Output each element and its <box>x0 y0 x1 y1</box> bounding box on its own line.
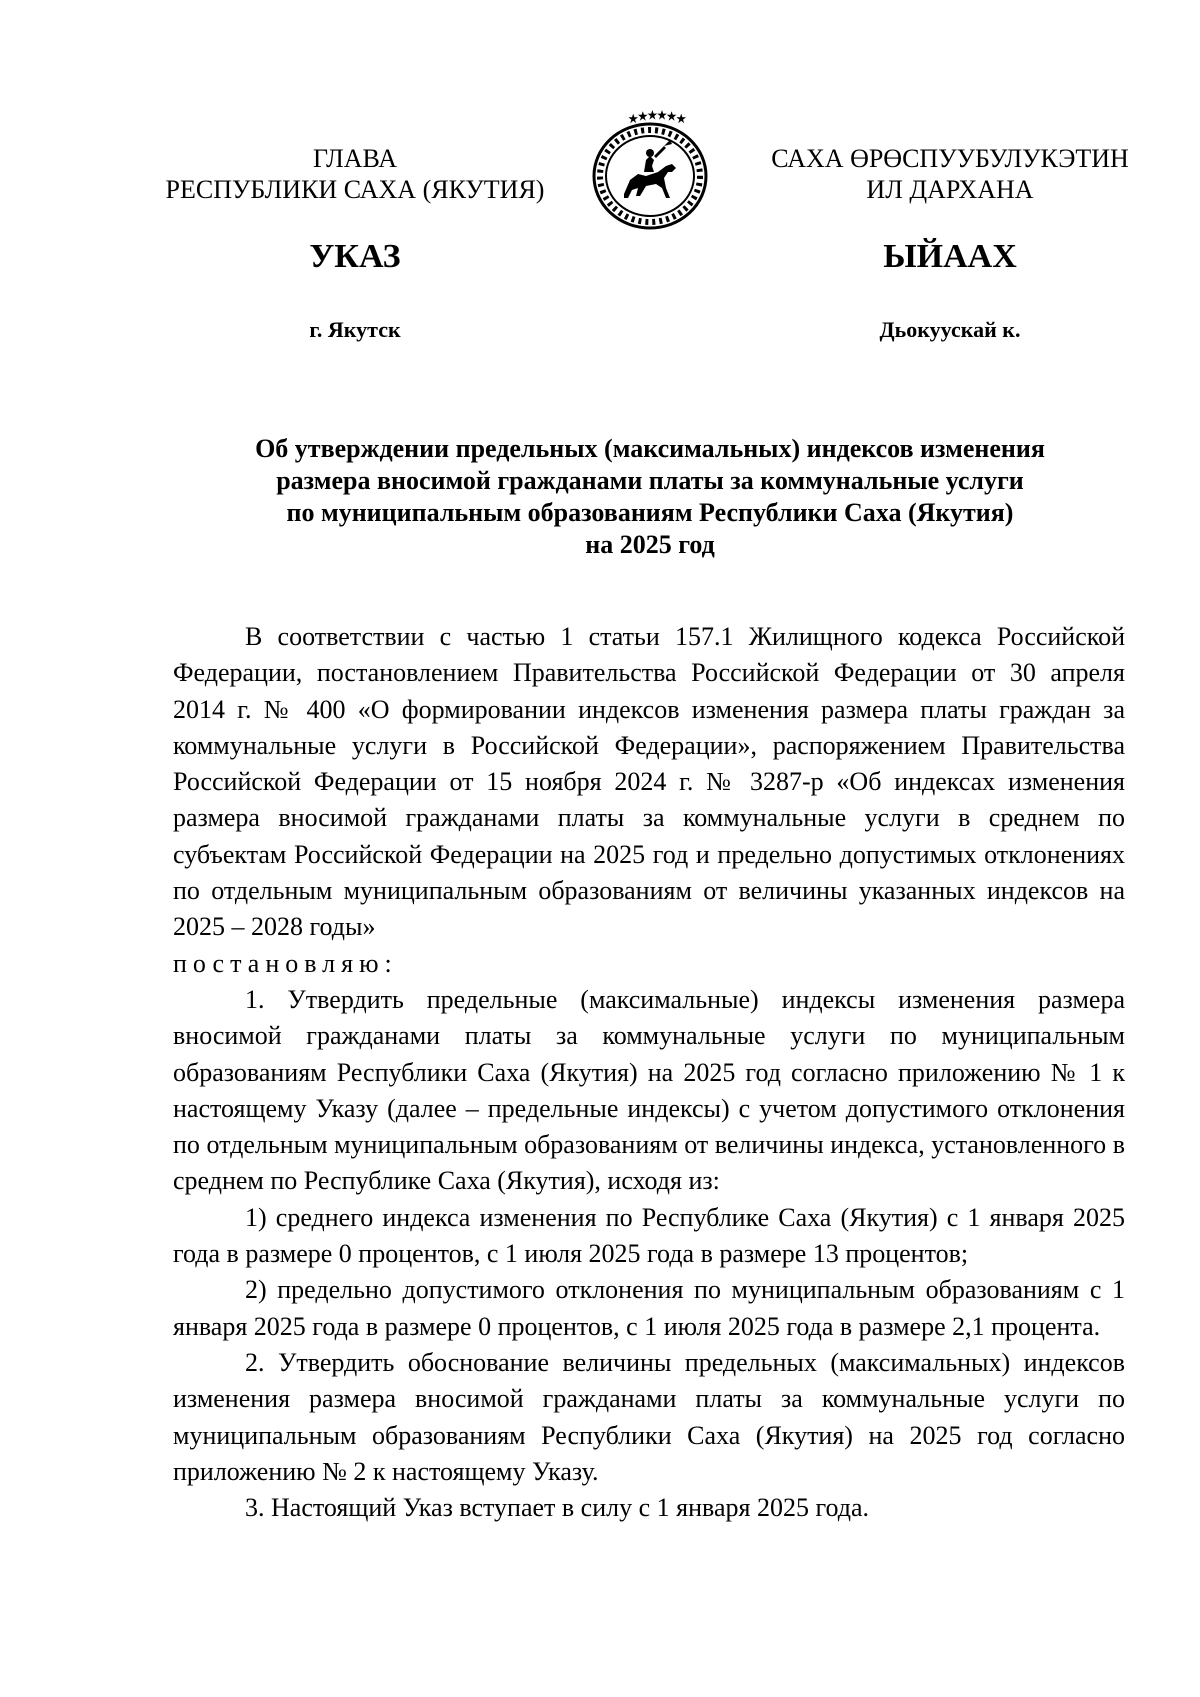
issuer-right-line1: САХА ӨРӨСПУУБУЛУКЭТИН <box>771 144 1129 173</box>
emblem-sakha-icon <box>584 110 716 234</box>
item-2-paragraph: 2. Утвердить обоснование величины предельных (максимальных) индексов изменения размера вносимой гражданами платы за коммунальные услуги по муниципальным образованиям Республики Саха (Якутия) на 2025 год согласно приложению № 2 к настоящему Указу. <box>173 1347 1125 1486</box>
issuer-left <box>160 143 550 205</box>
title-line-4: на 2025 год <box>585 530 715 559</box>
decree-word: постановляю: <box>173 948 398 978</box>
doc-type-left: УКАЗ <box>309 238 401 275</box>
place-right: Дьокуускай к. <box>879 317 1021 342</box>
issuer-left-line1: ГЛАВА <box>313 144 397 173</box>
preamble-paragraph: В соответствии с частью 1 статьи 157.1 Жилищного кодекса Российской Федерации, постановлением Правительства Российской Федерации от 30 апреля 2014 г. № 400 «О формировании индексов изменения размера платы граждан за коммунальные услуги в Российской Федерации», распоряжением Правительства Российской Федерации от 15 ноября 2024 г. № 3287-р «Об индексах изменения размера вносимой гражданами платы за коммунальные услуги в среднем по субъектам Российской Федерации на 2025 год и предельно допустимых отклонениях по отдельным муниципальным образованиям от величины указанных индексов на 2025 – 2028 годы» <box>173 622 1125 942</box>
document-body <box>173 619 1125 1526</box>
document-title <box>180 433 1120 561</box>
issuer-right-line2: ИЛ ДАРХАНА <box>866 175 1034 204</box>
issuer-right <box>760 143 1140 205</box>
item-1-paragraph: 1. Утвердить предельные (максимальные) индексы изменения размера вносимой гражданами платы за коммунальные услуги по муниципальным образованиям Республики Саха (Якутия) на 2025 год согласно приложению № 1 к настоящему Указу (далее – предельные индексы) с учетом допустимого отклонения по отдельным муниципальным образованиям от величины индекса, установленного в среднем по Республике Саха (Якутия), исходя из: <box>173 984 1125 1196</box>
item-3-paragraph: 3. Настоящий Указ вступает в силу с 1 января 2025 года. <box>245 1493 869 1523</box>
title-line-1: Об утверждении предельных (максимальных) индексов изменения <box>255 434 1045 463</box>
issuer-left-line2: РЕСПУБЛИКИ САХА (ЯКУТИЯ) <box>165 175 545 204</box>
item-1-2-paragraph: 2) предельно допустимого отклонения по муниципальным образованиям с 1 января 2025 года в размере 0 процентов, с 1 июля 2025 года в размере 2,1 процента. <box>173 1275 1125 1341</box>
place-left: г. Якутск <box>309 317 401 342</box>
item-1-1-paragraph: 1) среднего индекса изменения по Республике Саха (Якутия) с 1 января 2025 года в размере 0 процентов, с 1 июля 2025 года в размере 13 процентов; <box>173 1202 1125 1269</box>
doc-type-right: ЫЙААХ <box>883 238 1017 275</box>
title-line-3: по муниципальным образованиям Республики Саха (Якутия) <box>286 498 1014 527</box>
title-line-2: размера вносимой гражданами платы за коммунальные услуги <box>276 466 1024 495</box>
